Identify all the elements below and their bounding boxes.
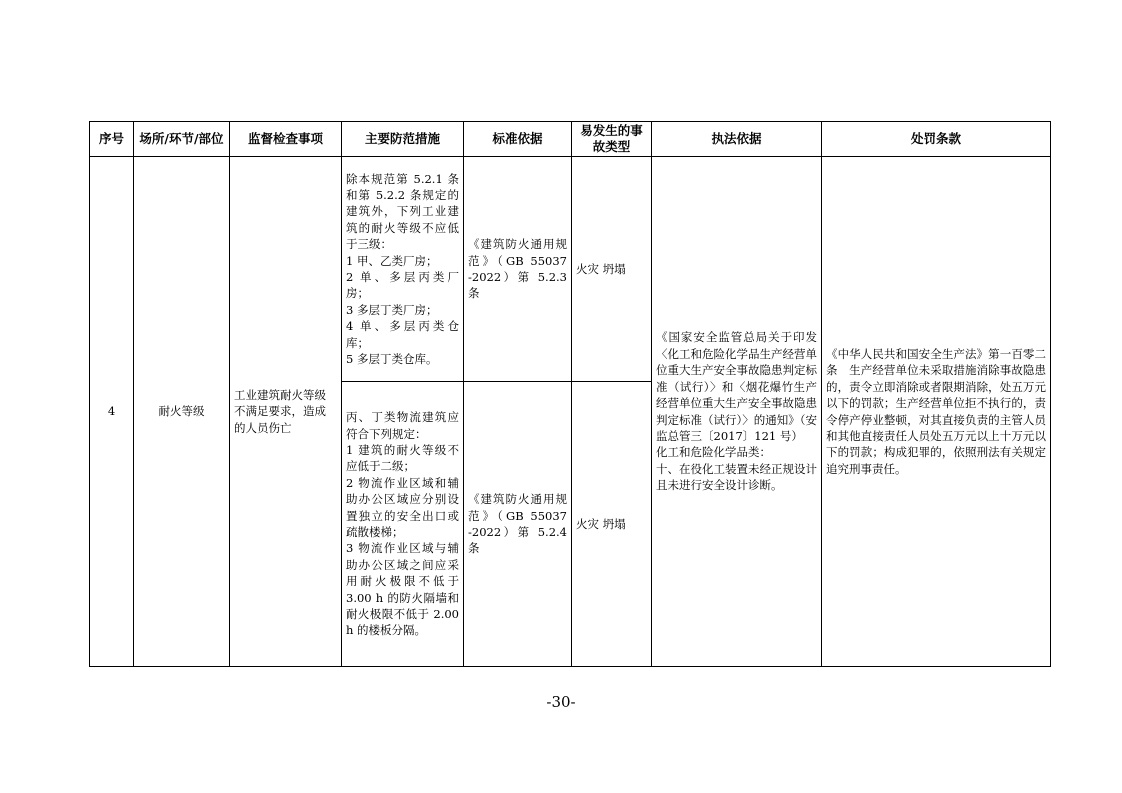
law-basis-cell [652, 157, 822, 667]
row-number: 4 [90, 157, 134, 667]
header-accident-type: 易发生的事故类型 [572, 122, 652, 157]
table-row [90, 157, 1051, 382]
header-inspection-item: 监督检查事项 [230, 122, 342, 157]
header-measures: 主要防范措施 [342, 122, 464, 157]
table-header-row [90, 122, 1051, 157]
header-number: 序号 [90, 122, 134, 157]
header-standard: 标准依据 [464, 122, 572, 157]
standard-cell-1: 《建筑防火通用规范》（GB 55037 -2022）第 5.2.3 条 [464, 157, 572, 382]
measure-1-line: 1 甲、乙类厂房； [346, 253, 438, 268]
measure-1-line: 5 多层丁类仓库。 [346, 352, 438, 367]
accident-cell-2: 火灾 坍塌 [572, 382, 652, 667]
measure-1-line: 2 单、多层丙类厂房； [346, 270, 459, 301]
standard-cell-2: 《建筑防火通用规范》（GB 55037 -2022）第 5.2.4 条 [464, 382, 572, 667]
accident-cell-1: 火灾 坍塌 [572, 157, 652, 382]
measure-2-line: 丙、丁类物流建筑应符合下列规定： [346, 410, 459, 441]
row-inspection-item: 工业建筑耐火等级不满足要求，造成的人员伤亡 [230, 157, 342, 667]
law-basis-line: 十、在役化工装置未经正规设计且未进行安全设计诊断。 [656, 461, 817, 493]
row-location: 耐火等级 [134, 157, 230, 667]
measure-cell-1 [342, 157, 464, 382]
measure-2-line: 3 物流作业区域与辅助办公区域之间应采用耐火极限不低于 3.00 h 的防火隔墙和耐火极限不低于 2.00 h 的楼板分隔。 [346, 541, 459, 638]
page-number: -30- [546, 693, 576, 711]
measure-2-line: 1 建筑的耐火等级不应低于二级； [346, 442, 459, 474]
header-law-basis: 执法依据 [652, 122, 822, 157]
measure-cell-2 [342, 382, 464, 667]
header-penalty: 处罚条款 [822, 122, 1051, 157]
law-basis-line: 《国家安全监管总局关于印发〈化工和危险化学品生产经营单位重大生产安全事故隐患判定标准（试行）〉和〈烟花爆竹生产经营单位重大生产安全事故隐患判定标准（试行）〉的通知》（安监总管三〔2017〕121 号） [656, 330, 817, 443]
measure-1-line: 4 单、多层丙类仓库； [346, 319, 459, 350]
measure-1-line: 除本规范第 5.2.1 条和第 5.2.2 条规定的建筑外，下列工业建筑的耐火等级不应低于三级： [346, 171, 459, 252]
measure-1-line: 3 多层丁类厂房； [346, 302, 438, 317]
law-basis-line: 化工和危险化学品类： [656, 445, 771, 460]
measure-2-line: 2 物流作业区域和辅助办公区域应分别设置独立的安全出口或疏散楼梯； [346, 475, 459, 539]
header-location: 场所/环节/部位 [134, 122, 230, 157]
inspection-table [89, 121, 1051, 667]
penalty-cell: 《中华人民共和国安全生产法》第一百零二条 生产经营单位未采取措施消除事故隐患的，责令立即消除或者限期消除，处五万元以下的罚款；生产经营单位拒不执行的，责令停产停业整顿，对其直接负责的主管人员和其他直接责任人员处五万元以上十万元以下的罚款；构成犯罪的，依照刑法有关规定追究刑事责任。 [822, 157, 1051, 667]
